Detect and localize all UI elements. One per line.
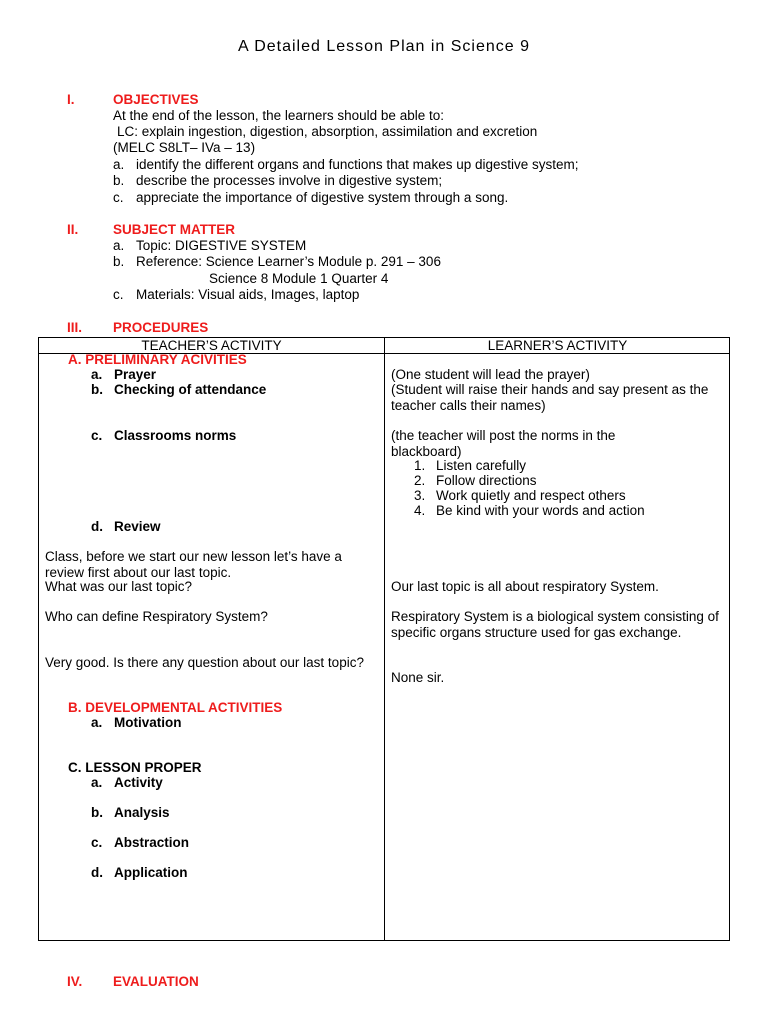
- objective-item: describe the processes involve in digestive system;: [136, 173, 443, 188]
- subject-item: Science 8 Module 1 Quarter 4: [209, 271, 389, 286]
- norm-marker: 3.: [414, 488, 426, 503]
- learner-norms-intro: (the teacher will post the norms in the blackboard): [391, 428, 616, 459]
- objective-marker: c.: [113, 190, 124, 205]
- prelim-marker: d.: [91, 519, 103, 534]
- learner-answer-1: Our last topic is all about respiratory System.: [391, 579, 659, 594]
- norm-item: Follow directions: [436, 473, 537, 488]
- objective-item: appreciate the importance of digestive system through a song.: [136, 190, 509, 205]
- objective-marker: b.: [113, 173, 125, 188]
- norm-marker: 2.: [414, 473, 426, 488]
- subject-marker: c.: [113, 287, 124, 302]
- prelim-item: Review: [114, 519, 161, 534]
- teacher-activity-header: TEACHER’S ACTIVITY: [141, 338, 282, 353]
- subject-item: Materials: Visual aids, Images, laptop: [136, 287, 360, 302]
- evaluation-number: IV.: [67, 974, 83, 989]
- learner-answer-3: None sir.: [391, 670, 445, 685]
- lesson-marker: d.: [91, 865, 103, 880]
- learner-attendance: (Student will raise their hands and say present as the teacher calls their names): [391, 382, 709, 413]
- objective-marker: a.: [113, 157, 125, 172]
- norm-item: Work quietly and respect others: [436, 488, 626, 503]
- lesson-marker: b.: [91, 805, 103, 820]
- prelim-marker: c.: [91, 428, 103, 443]
- objective-item: identify the different organs and functions that makes up digestive system;: [136, 157, 579, 172]
- lesson-marker: a.: [91, 775, 103, 790]
- procedures-table: [38, 337, 730, 941]
- subject-matter-number: II.: [67, 222, 79, 237]
- subject-matter-heading: SUBJECT MATTER: [113, 222, 236, 237]
- norm-marker: 4.: [414, 503, 426, 518]
- subject-marker: a.: [113, 238, 125, 253]
- table-column-divider: [384, 338, 385, 940]
- teacher-question-1: What was our last topic?: [45, 579, 193, 594]
- subject-item: Topic: DIGESTIVE SYSTEM: [136, 238, 307, 253]
- prelim-marker: a.: [91, 367, 103, 382]
- prelim-marker: b.: [91, 382, 103, 397]
- procedures-heading: PROCEDURES: [113, 320, 209, 335]
- norm-item: Listen carefully: [436, 458, 527, 473]
- learner-activity-header: LEARNER’S ACTIVITY: [487, 338, 628, 353]
- objectives-heading: OBJECTIVES: [113, 92, 199, 107]
- lesson-item: Abstraction: [114, 835, 190, 850]
- lesson-item: Activity: [114, 775, 163, 790]
- lesson-proper-heading: C. LESSON PROPER: [68, 760, 202, 775]
- prelim-item: Prayer: [114, 367, 157, 382]
- preliminary-activities-heading: A. PRELIMINARY ACIVITIES: [68, 352, 247, 367]
- procedures-number: III.: [67, 320, 83, 335]
- teacher-question-3: Very good. Is there any question about our last topic?: [45, 655, 364, 670]
- norm-marker: 1.: [414, 458, 426, 473]
- subject-item: Reference: Science Learner’s Module p. 291 – 306: [136, 254, 441, 269]
- page-title: A Detailed Lesson Plan in Science 9: [237, 38, 531, 55]
- learner-answer-2: Respiratory System is a biological system consisting of specific organs structure used for gas exchange.: [391, 609, 719, 640]
- objectives-lc: LC: explain ingestion, digestion, absorption, assimilation and excretion: [117, 124, 538, 139]
- norm-item: Be kind with your words and action: [436, 503, 645, 518]
- developmental-activities-heading: B. DEVELOPMENTAL ACTIVITIES: [68, 700, 283, 715]
- evaluation-heading: EVALUATION: [113, 974, 199, 989]
- lesson-marker: c.: [91, 835, 103, 850]
- objectives-melc: (MELC S8LT– IVa – 13): [113, 140, 256, 155]
- lesson-item: Analysis: [114, 805, 170, 820]
- objectives-intro: At the end of the lesson, the learners should be able to:: [113, 108, 444, 123]
- lesson-item: Application: [114, 865, 188, 880]
- subject-marker: b.: [113, 254, 125, 269]
- dev-item: Motivation: [114, 715, 182, 730]
- teacher-question-2: Who can define Respiratory System?: [45, 609, 268, 624]
- dev-marker: a.: [91, 715, 103, 730]
- prelim-item: Classrooms norms: [114, 428, 237, 443]
- objectives-number: I.: [67, 92, 75, 107]
- prelim-item: Checking of attendance: [114, 382, 267, 397]
- teacher-review-intro: Class, before we start our new lesson let’s have a review first about our last topic.: [45, 549, 342, 580]
- learner-prayer: (One student will lead the prayer): [391, 367, 590, 382]
